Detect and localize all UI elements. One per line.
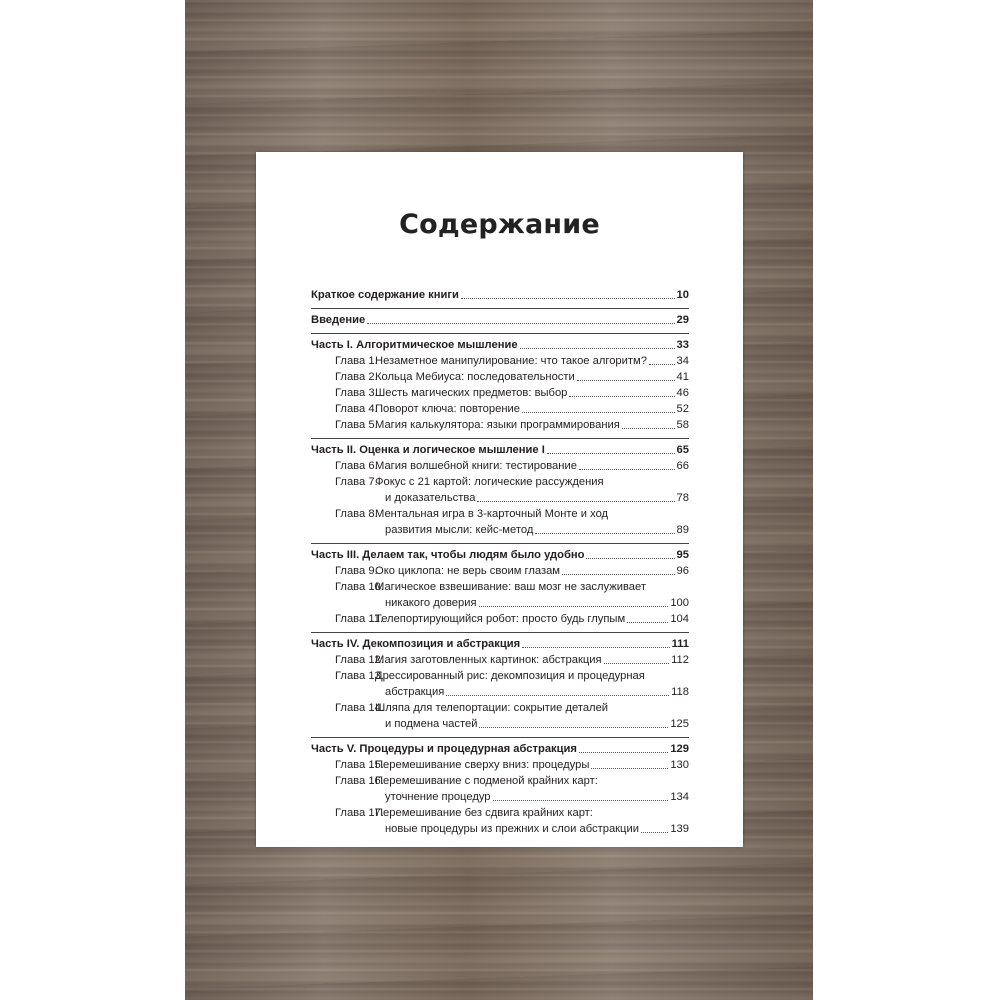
chapter-title-line bbox=[375, 474, 689, 490]
toc-part-row[interactable] bbox=[311, 442, 689, 458]
chapter-body bbox=[375, 506, 689, 538]
chapter-label: Глава 7. bbox=[335, 476, 378, 488]
chapter-title-text: новые процедуры из прежних и слои абстракции bbox=[385, 823, 639, 835]
part-page-number: 111 bbox=[671, 638, 689, 650]
chapter-title-text: Поворот ключа: повторение bbox=[375, 403, 520, 415]
dot-leader bbox=[562, 574, 675, 575]
dot-leader bbox=[579, 469, 675, 470]
chapter-title-line bbox=[375, 563, 689, 579]
dot-leader bbox=[591, 768, 668, 769]
part-page-number: 33 bbox=[676, 339, 689, 351]
dot-leader bbox=[622, 428, 675, 429]
chapter-title-line bbox=[375, 369, 689, 385]
chapter-title-text: Кольца Мебиуса: последовательности bbox=[375, 371, 575, 383]
chapter-title-text: никакого доверия bbox=[385, 597, 477, 609]
toc-chapter-row[interactable] bbox=[311, 579, 689, 611]
part-page-number: 29 bbox=[676, 314, 689, 326]
dot-leader bbox=[479, 727, 668, 728]
chapter-body bbox=[375, 652, 689, 668]
dot-leader bbox=[627, 622, 668, 623]
chapter-title-line bbox=[375, 757, 689, 773]
chapter-label: Глава 5. bbox=[335, 419, 378, 431]
toc-part-row[interactable] bbox=[311, 547, 689, 563]
dot-leader bbox=[461, 298, 675, 299]
toc-part-row[interactable] bbox=[311, 287, 689, 303]
chapter-title-text: Незаметное манипулирование: что такое алгоритм? bbox=[375, 355, 647, 367]
toc-chapter-row[interactable] bbox=[311, 700, 689, 732]
chapter-body bbox=[375, 353, 689, 369]
part-title: Часть II. Оценка и логическое мышление I bbox=[311, 444, 545, 456]
toc-chapter-row[interactable] bbox=[311, 805, 689, 837]
toc-chapter-row[interactable] bbox=[311, 458, 689, 474]
chapter-title-line bbox=[375, 821, 689, 837]
chapter-title-line bbox=[375, 773, 689, 789]
dot-leader bbox=[522, 412, 675, 413]
toc-chapter-row[interactable] bbox=[311, 563, 689, 579]
toc-chapter-row[interactable] bbox=[311, 417, 689, 433]
chapter-page-number: 34 bbox=[676, 355, 689, 367]
chapter-page-number: 125 bbox=[670, 718, 689, 730]
dot-leader bbox=[569, 396, 674, 397]
chapter-title-line bbox=[375, 611, 689, 627]
chapter-label: Глава 9. bbox=[335, 565, 378, 577]
chapter-title-line bbox=[375, 684, 689, 700]
chapter-title-text: Магическое взвешивание: ваш мозг не заслуживает bbox=[375, 581, 647, 593]
chapter-label: Глава 13. bbox=[335, 670, 384, 682]
chapter-title-text: Перемешивание без сдвига крайних карт: bbox=[375, 807, 593, 819]
dot-leader bbox=[477, 501, 674, 502]
chapter-page-number: 96 bbox=[676, 565, 689, 577]
chapter-page-number: 118 bbox=[671, 686, 689, 698]
chapter-title-text: Шляпа для телепортации: сокрытие деталей bbox=[375, 702, 609, 714]
chapter-title-line bbox=[375, 401, 689, 417]
dot-leader bbox=[522, 647, 669, 648]
chapter-page-number: 130 bbox=[670, 759, 689, 771]
chapter-body bbox=[375, 757, 689, 773]
part-divider bbox=[311, 737, 689, 738]
chapter-title-line bbox=[375, 417, 689, 433]
chapter-title-text: и подмена частей bbox=[385, 718, 478, 730]
toc-chapter-row[interactable] bbox=[311, 611, 689, 627]
chapter-page-number: 112 bbox=[671, 654, 689, 666]
dot-leader bbox=[577, 380, 675, 381]
toc-part-row[interactable] bbox=[311, 636, 689, 652]
part-divider bbox=[311, 543, 689, 544]
dot-leader bbox=[604, 663, 670, 664]
chapter-body bbox=[375, 668, 689, 700]
chapter-page-number: 78 bbox=[676, 492, 689, 504]
chapter-body bbox=[375, 401, 689, 417]
chapter-page-number: 52 bbox=[676, 403, 689, 415]
chapter-label: Глава 4. bbox=[335, 403, 378, 415]
chapter-title-text: Перемешивание с подменой крайних карт: bbox=[375, 775, 598, 787]
chapter-page-number: 41 bbox=[676, 371, 689, 383]
chapter-title-text: Магия заготовленных картинок: абстракция bbox=[375, 654, 602, 666]
toc-chapter-row[interactable] bbox=[311, 668, 689, 700]
chapter-label: Глава 16. bbox=[335, 775, 384, 787]
chapter-label: Глава 14. bbox=[335, 702, 384, 714]
toc-part-row[interactable] bbox=[311, 741, 689, 757]
chapter-title-text: уточнение процедур bbox=[385, 791, 491, 803]
dot-leader bbox=[649, 364, 675, 365]
dot-leader bbox=[641, 832, 668, 833]
toc-chapter-row[interactable] bbox=[311, 401, 689, 417]
chapter-title-line bbox=[375, 385, 689, 401]
dot-leader bbox=[479, 606, 669, 607]
table-of-contents bbox=[311, 287, 689, 837]
chapter-title-line bbox=[375, 652, 689, 668]
chapter-body bbox=[375, 563, 689, 579]
toc-part-row[interactable] bbox=[311, 337, 689, 353]
chapter-body bbox=[375, 805, 689, 837]
part-page-number: 10 bbox=[676, 289, 689, 301]
chapter-title-text: Телепортирующийся робот: просто будь глупым bbox=[375, 613, 626, 625]
chapter-label: Глава 8. bbox=[335, 508, 378, 520]
toc-chapter-row[interactable] bbox=[311, 773, 689, 805]
chapter-label: Глава 15. bbox=[335, 759, 384, 771]
dot-leader bbox=[493, 800, 669, 801]
dot-leader bbox=[535, 533, 674, 534]
chapter-title-text: Магия волшебной книги: тестирование bbox=[375, 460, 577, 472]
chapter-title-text: Дрессированный рис: декомпозиция и процедурная bbox=[375, 670, 645, 682]
dot-leader bbox=[579, 752, 668, 753]
chapter-label: Глава 1. bbox=[335, 355, 378, 367]
chapter-page-number: 100 bbox=[670, 597, 689, 609]
toc-chapter-row[interactable] bbox=[311, 474, 689, 506]
chapter-page-number: 134 bbox=[670, 791, 689, 803]
part-divider bbox=[311, 438, 689, 439]
chapter-title-line bbox=[375, 595, 689, 611]
part-title: Часть III. Делаем так, чтобы людям было удобно bbox=[311, 549, 585, 561]
part-title: Часть I. Алгоритмическое мышление bbox=[311, 339, 518, 351]
dot-leader bbox=[367, 323, 674, 324]
chapter-page-number: 66 bbox=[676, 460, 689, 472]
book-page bbox=[256, 152, 743, 847]
chapter-title-line bbox=[375, 805, 689, 821]
chapter-label: Глава 2. bbox=[335, 371, 378, 383]
chapter-title-text: и доказательства bbox=[385, 492, 476, 504]
chapter-title-line bbox=[375, 700, 689, 716]
part-divider bbox=[311, 308, 689, 309]
part-divider bbox=[311, 632, 689, 633]
chapter-page-number: 46 bbox=[676, 387, 689, 399]
part-page-number: 65 bbox=[676, 444, 689, 456]
dot-leader bbox=[547, 453, 675, 454]
dot-leader bbox=[520, 348, 675, 349]
chapter-body bbox=[375, 700, 689, 732]
page-title: Содержание bbox=[399, 209, 600, 240]
part-title: Краткое содержание книги bbox=[311, 289, 459, 301]
chapter-body bbox=[375, 369, 689, 385]
part-page-number: 95 bbox=[676, 549, 689, 561]
chapter-title-line bbox=[375, 353, 689, 369]
chapter-title-line bbox=[375, 506, 689, 522]
chapter-label: Глава 11. bbox=[335, 613, 384, 625]
chapter-label: Глава 17. bbox=[335, 807, 384, 819]
chapter-body bbox=[375, 385, 689, 401]
part-title: Введение bbox=[311, 314, 366, 326]
toc-part-row[interactable] bbox=[311, 312, 689, 328]
chapter-title-line bbox=[375, 522, 689, 538]
chapter-title-line bbox=[375, 579, 689, 595]
chapter-title-text: Фокус с 21 картой: логические рассуждения bbox=[375, 476, 604, 488]
chapter-body bbox=[375, 417, 689, 433]
chapter-title-text: развития мысли: кейс-метод bbox=[385, 524, 534, 536]
chapter-body bbox=[375, 474, 689, 506]
part-divider bbox=[311, 333, 689, 334]
chapter-title-text: абстракция bbox=[385, 686, 445, 698]
chapter-title-line bbox=[375, 458, 689, 474]
chapter-title-text: Ментальная игра в 3-карточный Монте и ход bbox=[375, 508, 609, 520]
part-page-number: 129 bbox=[670, 743, 689, 755]
chapter-title-text: Магия калькулятора: языки программирования bbox=[375, 419, 620, 431]
toc-chapter-row[interactable] bbox=[311, 369, 689, 385]
chapter-label: Глава 3. bbox=[335, 387, 378, 399]
part-title: Часть V. Процедуры и процедурная абстракция bbox=[311, 743, 577, 755]
chapter-label: Глава 10. bbox=[335, 581, 384, 593]
chapter-title-line bbox=[375, 716, 689, 732]
toc-chapter-row[interactable] bbox=[311, 652, 689, 668]
chapter-title-line bbox=[375, 668, 689, 684]
chapter-title-line bbox=[375, 490, 689, 506]
chapter-label: Глава 6. bbox=[335, 460, 378, 472]
part-title: Часть IV. Декомпозиция и абстракция bbox=[311, 638, 521, 650]
chapter-label: Глава 12. bbox=[335, 654, 384, 666]
chapter-title-text: Шесть магических предметов: выбор bbox=[375, 387, 568, 399]
toc-chapter-row[interactable] bbox=[311, 353, 689, 369]
toc-chapter-row[interactable] bbox=[311, 385, 689, 401]
chapter-page-number: 58 bbox=[676, 419, 689, 431]
dot-leader bbox=[446, 695, 669, 696]
chapter-body bbox=[375, 458, 689, 474]
chapter-page-number: 139 bbox=[670, 823, 689, 835]
chapter-body bbox=[375, 579, 689, 611]
chapter-title-text: Око циклопа: не верь своим глазам bbox=[375, 565, 560, 577]
chapter-page-number: 104 bbox=[670, 613, 689, 625]
toc-chapter-row[interactable] bbox=[311, 757, 689, 773]
chapter-body bbox=[375, 611, 689, 627]
chapter-page-number: 89 bbox=[676, 524, 689, 536]
dot-leader bbox=[586, 558, 674, 559]
chapter-title-line bbox=[375, 789, 689, 805]
chapter-body bbox=[375, 773, 689, 805]
chapter-title-text: Перемешивание сверху вниз: процедуры bbox=[375, 759, 590, 771]
toc-chapter-row[interactable] bbox=[311, 506, 689, 538]
